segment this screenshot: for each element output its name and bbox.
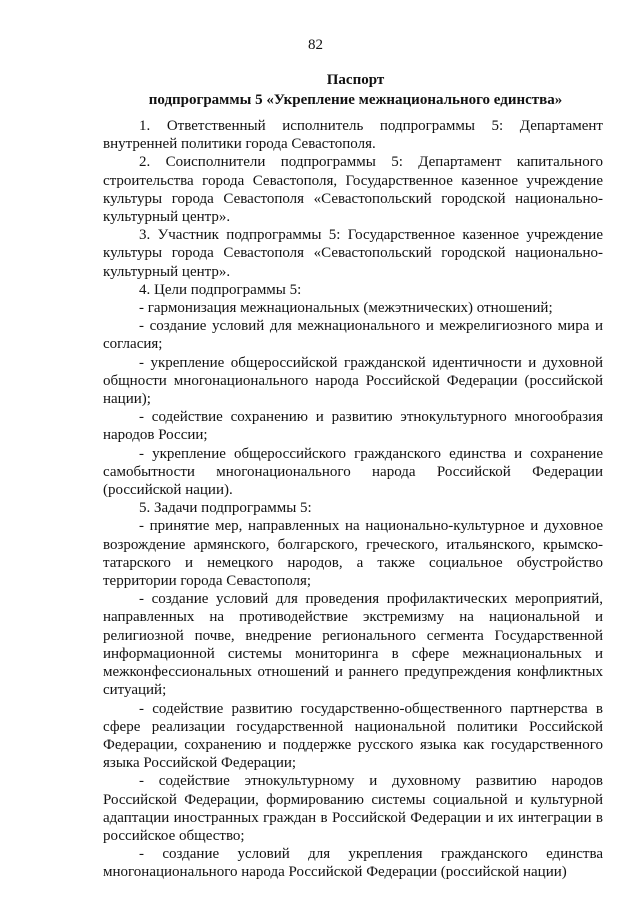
goal-item: - укрепление общероссийской гражданской идентичности и духовной общности многонационального народа Российской Федерации (российской нации); (103, 354, 603, 408)
task-item: - создание условий для укрепления гражданского единства многонационального народа Российской Федерации (российской нации) (103, 846, 603, 881)
task-item: - принятие мер, направленных на национально-культурное и духовное возрождение армянского, болгарского, греческого, итальянского, крымско-татарского и немецкого народов, а также социальное обустройство территории города Севастополя; (103, 518, 603, 590)
paragraph-responsible-executor: 1. Ответственный исполнитель подпрограммы 5: Департамент внутренней политики города Севастополя. (103, 118, 603, 153)
paragraph-tasks-heading: 5. Задачи подпрограммы 5: (139, 500, 312, 517)
goal-item: - содействие сохранению и развитию этнокультурного многообразия народов России; (103, 409, 603, 444)
page-number: 82 (308, 37, 323, 53)
document-title: Паспорт (326, 72, 385, 88)
document-body (103, 117, 603, 882)
task-item: - содействие развитию государственно-общественного партнерства в сфере реализации государственной национальной политики Российской Федерации, сохранению и поддержке русского языка как государственного языка Российской Федерации; (103, 700, 603, 772)
task-item: - содействие этнокультурному и духовному развитию народов Российской Федерации, формированию системы социальной и культурной адаптации иностранных граждан в Российской Федерации и их интеграции в российское общество; (103, 773, 603, 844)
goal-item: - создание условий для межнационального и межрелигиозного мира и согласия; (103, 318, 603, 353)
document-subtitle: подпрограммы 5 «Укрепление межнационального единства» (148, 92, 563, 108)
paragraph-co-executors: 2. Соисполнители подпрограммы 5: Департамент капитального строительства города Севастополя, Государственное казенное учреждение культуры города Севастополя «Севастопольский городской национально-культурный центр». (103, 154, 603, 226)
task-item: - создание условий для проведения профилактических мероприятий, направленных на противодействие экстремизму на национальной и религиозной почве, внедрение регионального сегмента Государственной информационной системы мониторинга в сфере межнациональных и межконфессиональных отношений и раннего предупреждения конфликтных ситуаций; (103, 591, 603, 699)
paragraph-participant: 3. Участник подпрограммы 5: Государственное казенное учреждение культуры города Севастополя «Севастопольский городской национально-культурный центр». (103, 227, 603, 280)
goal-item: - укрепление общероссийского гражданского единства и сохранение самобытности многонационального народа Российской Федерации (российской нации). (103, 445, 603, 499)
goal-item: - гармонизация межнациональных (межэтнических) отношений; (139, 300, 553, 317)
paragraph-goals-heading: 4. Цели подпрограммы 5: (139, 281, 302, 298)
